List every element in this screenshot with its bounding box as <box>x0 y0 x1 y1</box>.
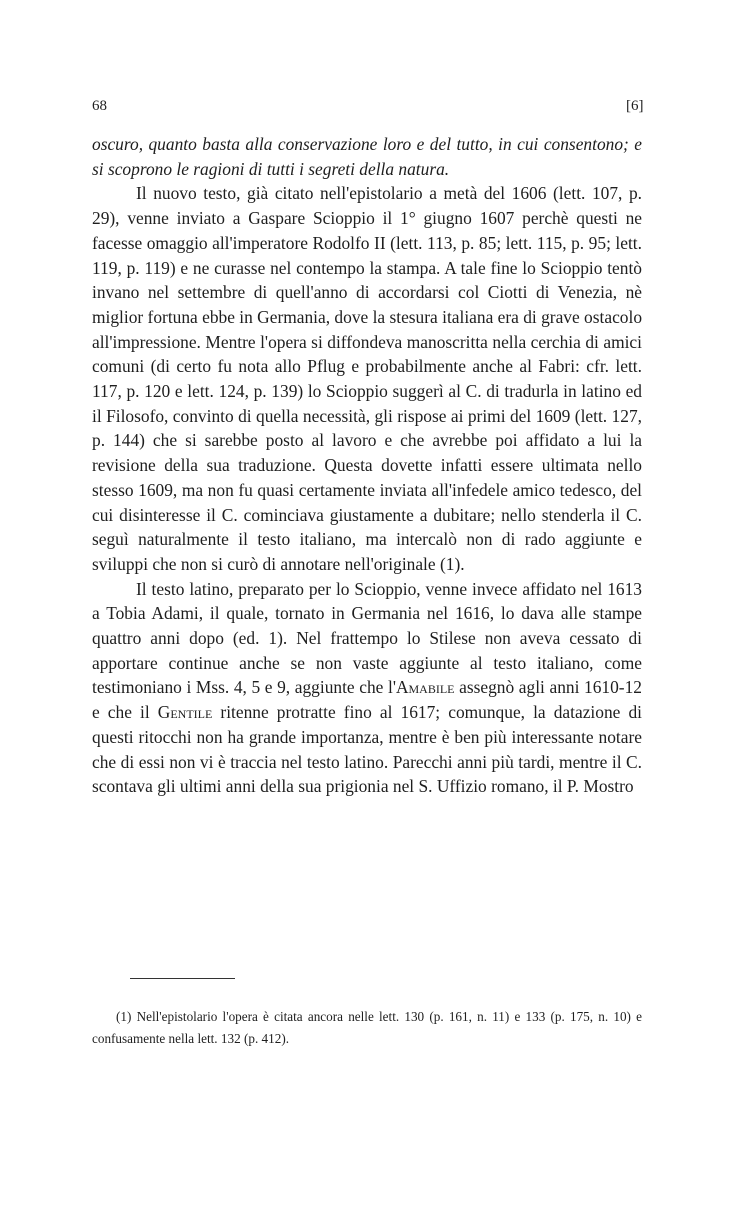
paragraph-2-part-2: assegnò agli anni 1610-12 e che il <box>92 677 642 723</box>
paragraph-1: Il nuovo testo, già citato nell'epistolario a metà del 1606 (lett. 107, p. 29), venne inviato a Gaspare Scioppio il 1° giugno 1607 perchè questi ne facesse omaggio all'imperatore Rodolfo II (lett. 113, p. 85; lett. 115, p. 95; lett. 119, p. 119) e ne curasse nel contempo la stampa. A tale fine lo Scioppio tentò invano nel settembre di quell'anno di accordarsi col Ciotti di Venezia, nè miglior fortuna ebbe in Germania, dove la stesura italiana era di grave ostacolo all'impressione. Mentre l'opera si diffondeva manoscritta nella cerchia di amici comuni (di certo fu nota allo Pflug e probabilmente anche al Fabri: cfr. lett. 117, p. 120 e lett. 124, p. 139) lo Scioppio suggerì al C. di tradurla in latino ed il Filosofo, convinto di quella necessità, gli rispose ai primi del 1609 (lett. 127, p. 144) che si sarebbe posto al lavoro e che avrebbe poi affidato a lui la revisione della sua traduzione. Questa dovette infatti essere ultimata nello stesso 1609, ma non fu quasi certamente inviata all'infedele amico tedesco, del cui disinteresse il C. cominciava giustamente a dubitare; nello stenderla il C. seguì naturalmente il testo italiano, ma intercalò non di rado aggiunte e sviluppi che non si curò di annotare nell'originale (1). <box>92 183 643 574</box>
footnote-separator <box>130 978 235 979</box>
footnote <box>92 1006 642 1050</box>
author-name-amabile: Amabile <box>395 677 455 698</box>
main-text <box>92 132 642 799</box>
paragraph-2 <box>92 577 642 799</box>
page-number: 68 <box>92 98 107 114</box>
paragraph-2-part-3: ritenne protratte fino al 1617; comunque, la datazione di questi ritocchi non ha grande importanza, mentre è ben più interessante notare che di essi non vi è traccia nel testo latino. Parecchi anni più tardi, mentre il C. scontava gli ultimi anni della sua prigionia nel S. Uffizio romano, il P. Mostro <box>92 702 642 797</box>
intro-paragraph: oscuro, quanto basta alla conservazione loro e del tutto, in cui consentono; e si scoprono le ragioni di tutti i segreti della natura. <box>92 134 642 179</box>
author-name-gentile: Gentile <box>157 702 213 723</box>
paragraph-2-part-1: Il testo latino, preparato per lo Scioppio, venne invece affidato nel 1613 a Tobia Adami, il quale, tornato in Germania nel 1616, lo dava alle stampe quattro anni dopo (ed. 1). Nel frattempo lo Stilese non aveva cessato di apportare continue anche se non vaste aggiunte al testo italiano, come testimoniano i Mss. 4, 5 e 9, aggiunte che l' <box>92 578 642 698</box>
footnote-text: (1) Nell'epistolario l'opera è citata ancora nelle lett. 130 (p. 161, n. 11) e 133 (p. 175, n. 10) e confusamente nella lett. 132 (p. 412). <box>92 1009 642 1046</box>
section-number: [6] <box>626 98 644 114</box>
